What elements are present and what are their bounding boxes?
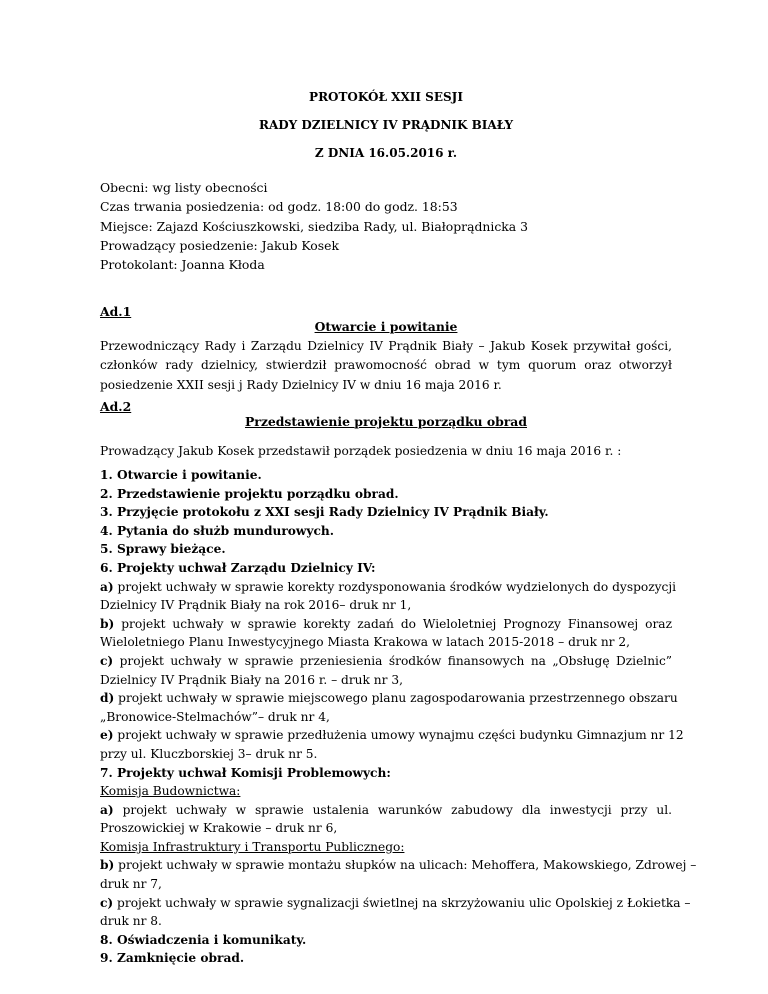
subitem-letter: b)	[100, 858, 115, 873]
subitem-letter: c)	[100, 895, 114, 910]
subitem-text: projekt uchwały w sprawie sygnalizacji świetlnej na skrzyżowaniu ulic Opolskiej z Łokietka –	[113, 895, 691, 910]
subitem-text: projekt uchwały w sprawie przedłużenia umowy wynajmu części budynku Gimnazjum nr 12	[113, 728, 684, 743]
agenda-item: 6. Projekty uchwał Zarządu Dzielnicy IV:	[100, 560, 376, 575]
chair-line: Prowadzący posiedzenie: Jakub Kosek	[100, 237, 339, 253]
agenda-subitem-cont: druk nr 7,	[100, 877, 162, 892]
agenda-subitem-cont: Wieloletniego Planu Inwestycyjnego Miasta Krakowa w latach 2015-2018 – druk nr 2,	[100, 635, 631, 650]
agenda-item: 9. Zamknięcie obrad.	[100, 951, 245, 966]
agenda-subitem-cont: Dzielnicy IV Prądnik Biały na 2016 r. – druk nr 3,	[100, 672, 403, 687]
ad1-label: Ad.1	[100, 304, 132, 319]
subitem-text: projekt uchwały w sprawie korekty zadań do Wieloletniej Prognozy Finansowej oraz	[114, 616, 672, 631]
ad2-heading: Przedstawienie projektu porządku obrad	[244, 414, 528, 429]
agenda-item: 7. Projekty uchwał Komisji Problemowych:	[100, 765, 391, 780]
agenda-subitem	[100, 726, 684, 745]
meta-block	[100, 178, 672, 274]
subitem-letter: e)	[100, 728, 114, 743]
protocol-title: PROTOKÓŁ XXII SESJI	[309, 90, 463, 104]
council-name: RADY DZIELNICY IV PRĄDNIK BIAŁY	[258, 118, 514, 132]
agenda-item: 3. Przyjęcie protokołu z XXI sesji Rady Dzielnicy IV Prądnik Biały.	[100, 505, 549, 520]
agenda-subitem-cont: druk nr 8.	[100, 914, 162, 929]
agenda-subitem-cont: Proszowickiej w Krakowie – druk nr 6,	[100, 821, 338, 836]
subitem-text: projekt uchwały w sprawie przeniesienia środków finansowych na „Obsługę Dzielnic”	[113, 653, 672, 668]
agenda-subitem-cont: „Bronowice-Stelmachów”– druk nr 4,	[100, 709, 330, 724]
agenda-subitem-cont: przy ul. Kluczborskiej 3– druk nr 5.	[100, 746, 318, 761]
recorder-line: Protokolant: Joanna Kłoda	[100, 257, 265, 273]
subitem-letter: b)	[100, 616, 115, 631]
commission-label: Komisja Budownictwa:	[100, 784, 241, 799]
agenda-subitem	[100, 652, 672, 671]
subitem-text: projekt uchwały w sprawie korekty rozdysponowania środków wydzielonych do dyspozycji	[113, 579, 677, 594]
ad1-line: posiedzenie XXII sesji j Rady Dzielnicy IV w dniu 16 maja 2016 r.	[100, 377, 502, 392]
session-date: Z DNIA 16.05.2016 r.	[314, 146, 458, 160]
agenda-item: 2. Przedstawienie projektu porządku obrad.	[100, 486, 399, 501]
agenda-subitem	[100, 856, 697, 875]
agenda-subitem	[100, 689, 678, 708]
ad1-paragraph	[100, 337, 672, 395]
subitem-text: projekt uchwały w sprawie ustalenia warunków zabudowy dla inwestycji przy ul.	[113, 802, 672, 817]
agenda-item: 4. Pytania do służb mundurowych.	[100, 523, 335, 538]
subitem-letter: a)	[100, 579, 114, 594]
ad1-heading: Otwarcie i powitanie	[314, 319, 458, 334]
agenda-subitem	[100, 894, 691, 913]
agenda-subitem	[100, 615, 672, 634]
subitem-text: projekt uchwały w sprawie miejscowego planu zagospodarowania przestrzennego obszaru	[114, 691, 678, 706]
ad1-line: Przewodniczący Rady i Zarządu Dzielnicy IV Prądnik Biały – Jakub Kosek przywitał gości,	[100, 339, 672, 353]
agenda-item: 5. Sprawy bieżące.	[100, 542, 226, 557]
agenda-item: 8. Oświadczenia i komunikaty.	[100, 932, 307, 947]
agenda-subitem	[100, 801, 672, 820]
commission-label: Komisja Infrastruktury i Transportu Publicznego:	[100, 839, 405, 854]
agenda-subitem-cont: Dzielnicy IV Prądnik Biały na rok 2016– druk nr 1,	[100, 598, 412, 613]
place-line: Miejsce: Zajazd Kościuszkowski, siedziba Rady, ul. Białoprądnicka 3	[100, 218, 529, 234]
ad1-line: członków rady dzielnicy, stwierdził prawomocność obrad w tym quorum oraz otworzył	[100, 358, 672, 373]
subitem-letter: d)	[100, 691, 115, 706]
ad2-intro: Prowadzący Jakub Kosek przedstawił porządek posiedzenia w dniu 16 maja 2016 r. :	[100, 444, 622, 458]
agenda-list	[100, 466, 697, 968]
subitem-text: projekt uchwały w sprawie montażu słupków na ulicach: Mehoffera, Makowskiego, Zdrowej –	[114, 858, 697, 873]
attendance-line: Obecni: wg listy obecności	[100, 180, 268, 195]
agenda-subitem	[100, 578, 677, 597]
agenda-item: 1. Otwarcie i powitanie.	[100, 468, 262, 482]
ad2-label: Ad.2	[100, 399, 132, 414]
subitem-letter: c)	[100, 653, 114, 668]
duration-line: Czas trwania posiedzenia: od godz. 18:00 do godz. 18:53	[100, 199, 458, 215]
subitem-letter: a)	[100, 802, 114, 817]
